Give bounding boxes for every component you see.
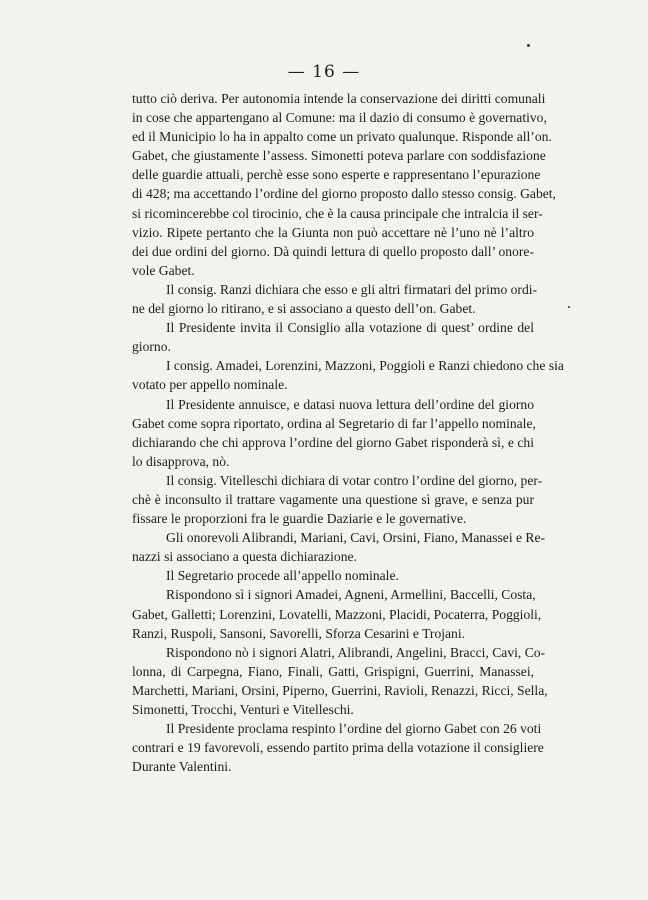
text-line: contrari e 19 favorevoli, essendo partito prima della votazione il consigliere <box>132 740 544 756</box>
text-line: nazzi si associano a questa dichiarazione. <box>132 549 357 565</box>
text-line: si ricomincerebbe col tirocinio, che è la causa principale che intralcia il ser- <box>132 205 543 221</box>
text-line: di 428; ma accettando l’ordine del giorno proposto dallo stesso consig. Gabet, <box>132 186 556 202</box>
text-line: chè è inconsulto il trattare vagamente una questione sì grave, e senza pur <box>132 491 534 507</box>
text-line: dei due ordini del giorno. Dà quindi lettura di quello proposto dall’ onore- <box>132 243 534 259</box>
text-line: giorno. <box>132 339 171 355</box>
text-line: ed il Municipio lo ha in appalto come un privato qualunque. Risponde all’on. <box>132 129 552 145</box>
text-line: Gabet come sopra riportato, ordina al Segretario di far l’appello nominale, <box>132 415 536 431</box>
text-line: lonna, di Carpegna, Fiano, Finali, Gatti, Grispigni, Guerrini, Manassei, <box>132 663 534 679</box>
page-number: — 16 — <box>287 62 361 82</box>
text-line: Gabet, Galletti; Lorenzini, Lovatelli, Mazzoni, Placidi, Pocaterra, Poggioli, <box>132 606 542 622</box>
text-line: Gabet, che giustamente l’assess. Simonetti poteva parlare con soddisfazione <box>132 148 546 164</box>
text-line: vole Gabet. <box>132 262 195 278</box>
text-line: delle guardie attuali, perchè esse sono esperte e rappresentano l’epurazione <box>132 167 541 183</box>
text-line: I consig. Amadei, Lorenzini, Mazzoni, Poggioli e Ranzi chiedono che sia <box>166 358 564 374</box>
text-line: Ranzi, Ruspoli, Sansoni, Savorelli, Sforza Cesarini e Trojani. <box>132 625 466 641</box>
text-line: in cose che appartengano al Comune: ma il dazio di consumo è governativo, <box>132 110 547 126</box>
text-line: tutto ciò deriva. Per autonomia intende la conservazione dei diritti comunali <box>132 91 546 106</box>
text-line: Gli onorevoli Alibrandi, Mariani, Cavi, Orsini, Fiano, Manassei e Re- <box>166 530 546 546</box>
text-line: Simonetti, Trocchi, Venturi e Vitelleschi. <box>132 702 354 717</box>
text-line: votato per appello nominale. <box>132 377 288 393</box>
text-line: Il Presidente proclama respinto l’ordine del giorno Gabet con 26 voti <box>166 721 542 737</box>
text-line: vizio. Ripete pertanto che la Giunta non può accettare nè l’uno nè l’altro <box>132 224 534 240</box>
text-line: Il Segretario procede all’appello nominale. <box>166 568 399 584</box>
text-line: Marchetti, Mariani, Orsini, Piperno, Guerrini, Ravioli, Renazzi, Ricci, Sella, <box>132 682 548 698</box>
text-line: Il consig. Vitelleschi dichiara di votar contro l’ordine del giorno, per- <box>166 472 543 488</box>
text-line: Durante Valentini. <box>132 759 232 775</box>
text-line: dichiarando che chi approva l’ordine del giorno Gabet risponderà sì, e chi <box>132 434 534 450</box>
paper-speck <box>527 44 530 47</box>
text-line: Rispondono nò i signori Alatri, Alibrandi, Angelini, Bracci, Cavi, Co- <box>166 644 546 660</box>
text-line: ne del giorno lo ritirano, e si associano a questo dell’on. Gabet. <box>132 301 476 317</box>
text-line: lo disapprova, nò. <box>132 453 230 469</box>
text-line: fissare le proporzioni fra le guardie Daziarie e le governative. <box>132 511 467 527</box>
text-line: Il consig. Ranzi dichiara che esso e gli altri firmatari del primo ordi- <box>166 281 538 297</box>
text-line: Il Presidente invita il Consiglio alla votazione di quest’ ordine del <box>166 320 534 336</box>
body-text <box>132 89 564 776</box>
paper-speck <box>568 306 570 308</box>
text-line: Rispondono sì i signori Amadei, Agneni, Armellini, Baccelli, Costa, <box>166 587 536 603</box>
text-line: Il Presidente annuisce, e datasi nuova lettura dell’ordine del giorno <box>166 396 534 412</box>
